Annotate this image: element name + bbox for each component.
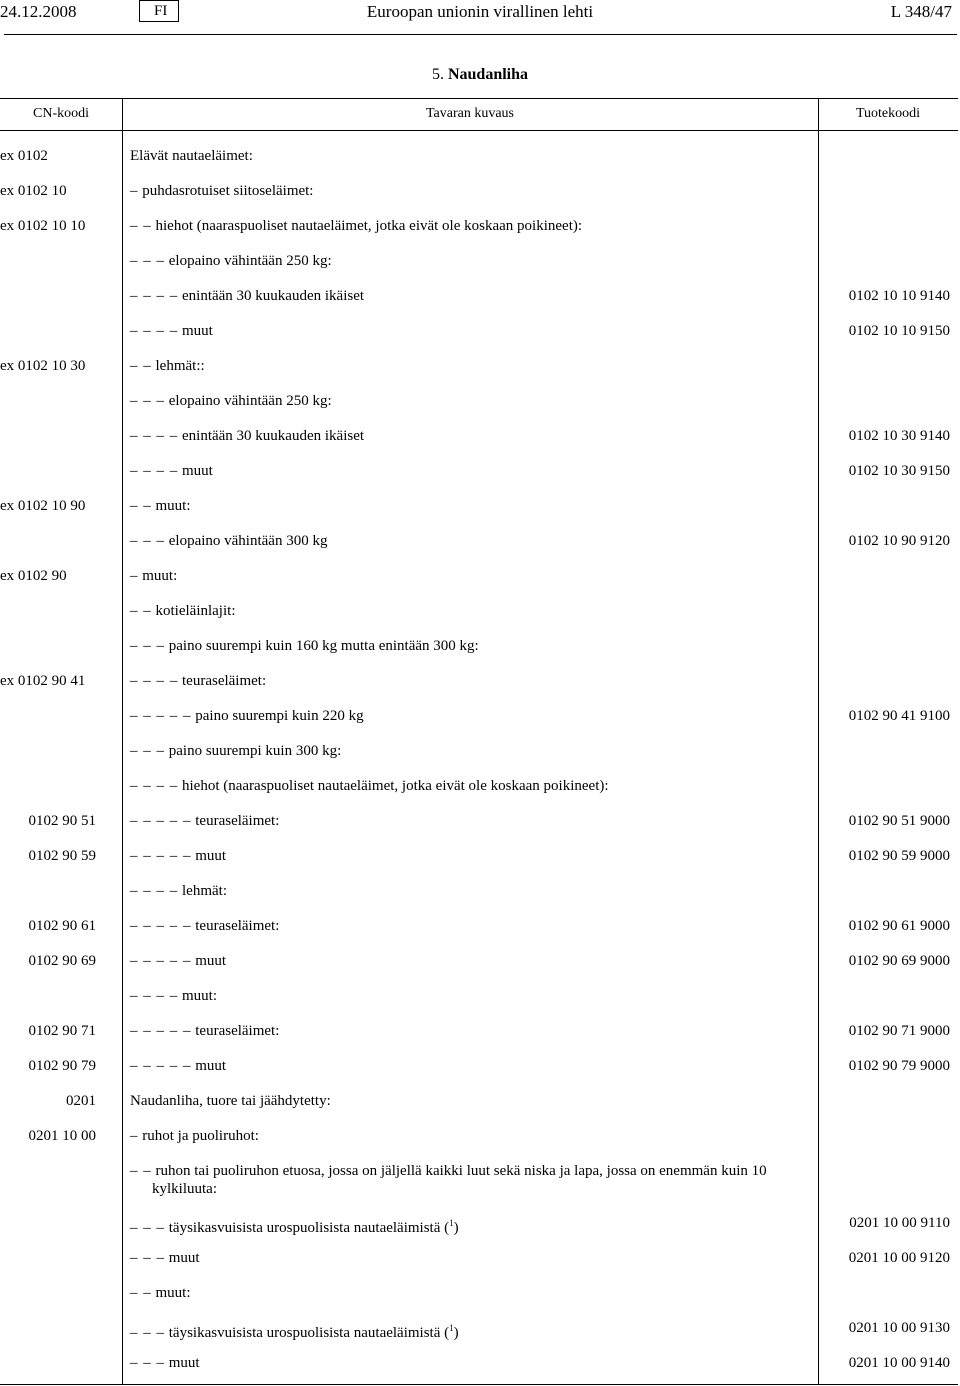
description-text: enintään 30 kuukauden ikäiset <box>182 428 365 444</box>
product-code: 0102 90 51 9000 <box>848 813 950 829</box>
header-language-box: FI <box>139 0 179 22</box>
description-text: hiehot (naaraspuoliset nautaeläimet, jotka eivät ole koskaan poikineet): <box>155 218 583 234</box>
goods-description <box>130 357 205 375</box>
description-text: teuraseläimet: <box>195 1023 280 1039</box>
goods-description <box>130 532 327 550</box>
description-text: paino suurempi kuin 300 kg: <box>168 743 342 759</box>
cn-code: 0102 90 79 <box>28 1058 96 1074</box>
goods-description <box>130 147 253 165</box>
indent-dashes: – – <box>130 1163 152 1179</box>
goods-description <box>130 637 479 655</box>
cn-code: ex 0102 10 10 <box>0 218 86 234</box>
goods-description <box>130 1127 259 1145</box>
cn-code: 0102 90 59 <box>28 848 96 864</box>
column-header-product-code: Tuotekoodi <box>855 106 921 121</box>
product-code: 0201 10 00 9120 <box>848 1250 950 1266</box>
indent-dashes: – – – – – <box>130 708 192 724</box>
goods-description <box>130 217 582 235</box>
description-text: lehmät: <box>182 883 227 899</box>
indent-dashes: – – <box>130 358 152 374</box>
description-text: Elävät nautaeläimet: <box>130 148 253 164</box>
indent-dashes: – – – <box>130 1325 165 1341</box>
description-text: elopaino vähintään 250 kg: <box>168 253 332 269</box>
description-text: elopaino vähintään 300 kg <box>168 533 328 549</box>
goods-description <box>130 1214 459 1237</box>
description-text: muut <box>195 848 227 864</box>
goods-description <box>130 847 226 865</box>
indent-dashes: – – – – – <box>130 848 192 864</box>
header-page-number: L 348/47 <box>890 2 952 21</box>
header-date: 24.12.2008 <box>0 2 77 21</box>
indent-dashes: – – – – – <box>130 813 192 829</box>
section-number: 5. <box>431 66 444 83</box>
goods-description <box>130 1354 200 1372</box>
goods-description <box>130 1319 459 1342</box>
description-text: muut <box>195 953 227 969</box>
indent-dashes: – – – – <box>130 463 179 479</box>
goods-description <box>130 917 279 935</box>
goods-description <box>130 1057 226 1075</box>
description-text: puhdasrotuiset siitoseläimet: <box>142 183 314 199</box>
goods-description <box>130 707 364 725</box>
indent-dashes: – – – <box>130 1220 165 1236</box>
goods-description <box>130 567 177 585</box>
goods-description <box>130 497 191 515</box>
indent-dashes: – – – – <box>130 288 179 304</box>
description-text: paino suurempi kuin 220 kg <box>195 708 364 724</box>
cn-code: 0102 90 69 <box>28 953 96 969</box>
indent-dashes: – – <box>130 498 152 514</box>
section-title-text: Naudanliha <box>447 66 529 83</box>
indent-dashes: – – – <box>130 1355 165 1371</box>
description-text: kotieläinlajit: <box>155 603 236 619</box>
goods-description <box>130 427 364 445</box>
goods-description <box>130 987 217 1005</box>
description-text: täysikasvuisista urospuolisista nautaeläimistä ( <box>168 1325 450 1341</box>
indent-dashes: – – – – <box>130 988 179 1004</box>
product-code: 0102 10 10 9150 <box>848 323 950 339</box>
description-text: muut <box>182 463 213 479</box>
footnote-reference: 1 <box>449 1218 454 1228</box>
goods-description <box>130 952 226 970</box>
description-text: muut: <box>142 568 178 584</box>
product-code: 0102 90 61 9000 <box>848 918 950 934</box>
cn-code: ex 0102 90 41 <box>0 673 86 689</box>
product-code: 0201 10 00 9110 <box>849 1215 950 1231</box>
description-text: elopaino vähintään 250 kg: <box>168 393 332 409</box>
table-column-divider <box>122 98 123 1385</box>
description-text: muut: <box>182 988 218 1004</box>
section-title <box>0 66 960 84</box>
product-code: 0102 10 90 9120 <box>848 533 950 549</box>
product-code: 0201 10 00 9130 <box>848 1320 950 1336</box>
indent-dashes: – – – – – <box>130 1058 192 1074</box>
indent-dashes: – – – <box>130 253 165 269</box>
indent-dashes: – – – <box>130 1250 165 1266</box>
description-text: teuraseläimet: <box>195 813 280 829</box>
cn-code: 0201 10 00 <box>28 1128 96 1144</box>
product-code: 0102 90 79 9000 <box>848 1058 950 1074</box>
footnote-close-paren: ) <box>453 1220 459 1236</box>
cn-code: 0201 <box>66 1093 96 1109</box>
description-text: enintään 30 kuukauden ikäiset <box>182 288 365 304</box>
indent-dashes: – – – <box>130 533 165 549</box>
indent-dashes: – – <box>130 218 152 234</box>
goods-description <box>130 812 279 830</box>
product-code: 0102 10 30 9140 <box>848 428 950 444</box>
indent-dashes: – <box>130 1128 139 1144</box>
goods-description <box>130 1249 200 1267</box>
description-text: muut: <box>155 1285 191 1301</box>
description-text: täysikasvuisista urospuolisista nautaeläimistä ( <box>168 1220 450 1236</box>
indent-dashes: – – – – <box>130 778 179 794</box>
description-text: muut <box>168 1355 200 1371</box>
indent-dashes: – – – – <box>130 323 179 339</box>
goods-description <box>130 322 213 340</box>
footnote-close-paren: ) <box>453 1325 459 1341</box>
product-code: 0102 10 10 9140 <box>848 288 950 304</box>
indent-dashes: – <box>130 183 139 199</box>
indent-dashes: – – – – <box>130 673 179 689</box>
goods-description <box>130 672 266 690</box>
indent-dashes: – – – <box>130 393 165 409</box>
description-text: teuraseläimet: <box>182 673 267 689</box>
cn-code: 0102 90 71 <box>28 1023 96 1039</box>
cn-code: ex 0102 10 <box>0 183 67 199</box>
indent-dashes: – – – – <box>130 428 179 444</box>
product-code: 0102 10 30 9150 <box>848 463 950 479</box>
cn-code: ex 0102 10 30 <box>0 358 86 374</box>
goods-description <box>130 1162 832 1198</box>
indent-dashes: – <box>130 568 139 584</box>
description-text: Naudanliha, tuore tai jäähdytetty: <box>130 1093 331 1109</box>
description-text: lehmät:: <box>155 358 205 374</box>
table-bottom-border <box>0 1384 958 1385</box>
indent-dashes: – – – <box>130 743 165 759</box>
indent-dashes: – – <box>130 1285 152 1301</box>
goods-description <box>130 1284 191 1302</box>
column-header-cn: CN-koodi <box>33 106 89 121</box>
description-text: muut: <box>155 498 191 514</box>
table-header-border <box>0 130 958 131</box>
column-header-description: Tavaran kuvaus <box>425 106 515 121</box>
indent-dashes: – – – <box>130 638 165 654</box>
goods-description <box>130 182 313 200</box>
goods-description <box>130 602 235 620</box>
product-code: 0102 90 71 9000 <box>848 1023 950 1039</box>
cn-code: ex 0102 90 <box>0 568 67 584</box>
description-text: hiehot (naaraspuoliset nautaeläimet, jotka eivät ole koskaan poikineet): <box>182 778 609 794</box>
goods-description <box>130 252 332 270</box>
indent-dashes: – – – – – <box>130 1023 192 1039</box>
indent-dashes: – – <box>130 603 152 619</box>
description-text: teuraseläimet: <box>195 918 280 934</box>
description-text: paino suurempi kuin 160 kg mutta enintään 300 kg: <box>168 638 479 654</box>
goods-description <box>130 392 332 410</box>
description-text: muut <box>182 323 213 339</box>
description-text: ruhon tai puoliruhon etuosa, jossa on jäljellä kaikki luut sekä niska ja lapa, jossa on enemmän kuin 10 kylkiluuta: <box>152 1163 767 1197</box>
page-header <box>0 0 960 28</box>
cn-code: ex 0102 10 90 <box>0 498 86 514</box>
goods-description <box>130 462 213 480</box>
goods-description <box>130 1092 331 1110</box>
description-text: muut <box>168 1250 200 1266</box>
product-code: 0102 90 59 9000 <box>848 848 950 864</box>
indent-dashes: – – – – – <box>130 953 192 969</box>
goods-description <box>130 777 609 795</box>
footnote-reference: 1 <box>449 1323 454 1333</box>
cn-code: 0102 90 61 <box>28 918 96 934</box>
goods-description <box>130 742 341 760</box>
product-code: 0102 90 41 9100 <box>848 708 950 724</box>
goods-description <box>130 882 227 900</box>
header-rule <box>4 34 957 35</box>
goods-description <box>130 1022 279 1040</box>
product-code: 0201 10 00 9140 <box>848 1355 950 1371</box>
indent-dashes: – – – – – <box>130 918 192 934</box>
cn-code: ex 0102 <box>0 148 48 164</box>
description-text: ruhot ja puoliruhot: <box>142 1128 259 1144</box>
indent-dashes: – – – – <box>130 883 179 899</box>
description-text: muut <box>195 1058 227 1074</box>
cn-code: 0102 90 51 <box>28 813 96 829</box>
header-journal-title: Euroopan unionin virallinen lehti <box>366 2 594 21</box>
goods-description <box>130 287 364 305</box>
product-code: 0102 90 69 9000 <box>848 953 950 969</box>
